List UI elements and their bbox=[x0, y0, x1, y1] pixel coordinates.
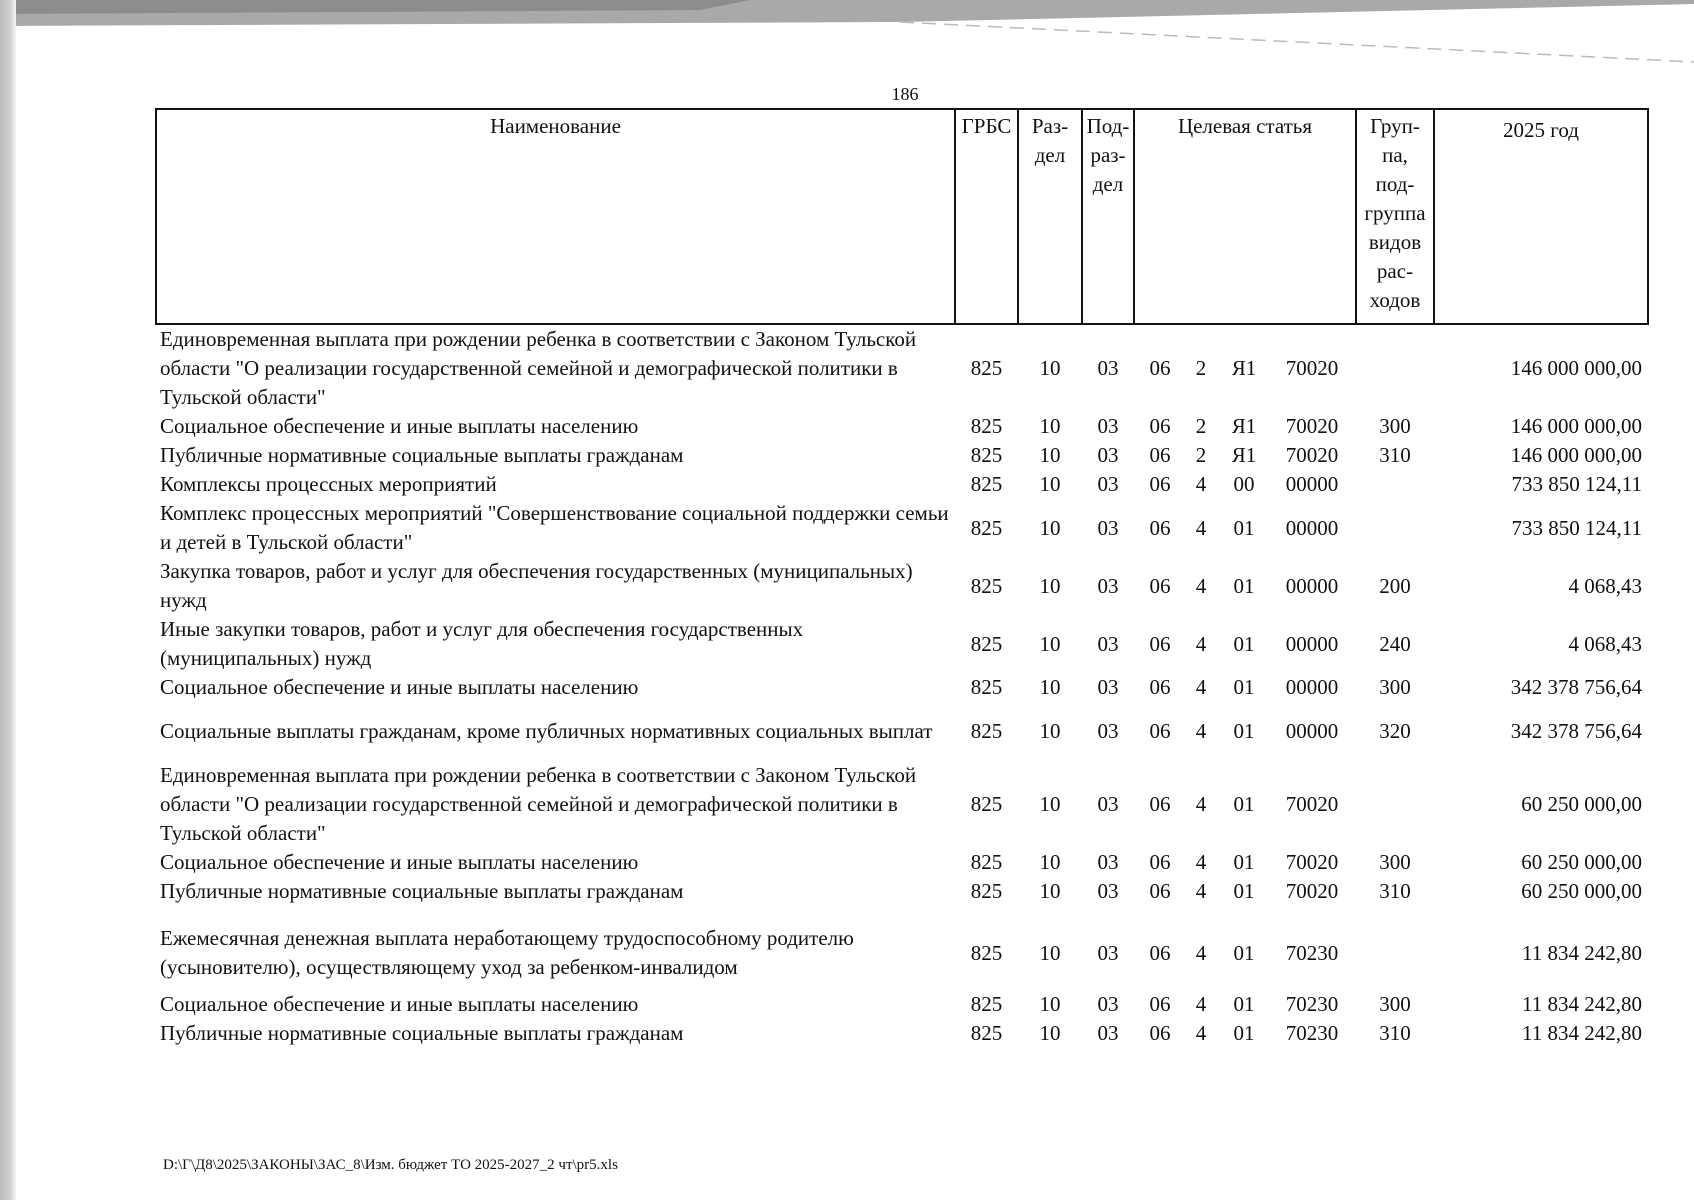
row-podrazdel: 03 bbox=[1097, 992, 1119, 1016]
row-target bbox=[1134, 324, 1356, 412]
row-target bbox=[1134, 906, 1356, 990]
row-name: Публичные нормативные социальные выплаты гражданам bbox=[160, 443, 684, 467]
row-name: Ежемесячная денежная выплата неработающему трудоспособному родителю (усыновителю), осуществляющему уход за ребенком-инвалидом bbox=[160, 926, 854, 979]
row-grbs: 825 bbox=[970, 631, 1003, 656]
row-target-direction: 00000 bbox=[1285, 631, 1339, 656]
row-grbs: 825 bbox=[970, 879, 1003, 903]
row-grbs: 825 bbox=[970, 940, 1003, 965]
row-target-program: 06 bbox=[1149, 1021, 1171, 1045]
row-group: 200 bbox=[1379, 573, 1411, 598]
table-header-row bbox=[156, 109, 1648, 324]
row-target-program: 06 bbox=[1149, 443, 1171, 467]
row-target-type: 4 bbox=[1195, 879, 1207, 903]
row-target-direction: 70020 bbox=[1285, 356, 1339, 380]
row-group: 310 bbox=[1379, 443, 1411, 467]
row-grbs: 825 bbox=[970, 992, 1003, 1016]
table-row bbox=[156, 499, 1648, 557]
row-target-program: 06 bbox=[1149, 675, 1171, 699]
row-podrazdel: 03 bbox=[1097, 631, 1119, 656]
row-razdel: 10 bbox=[1039, 414, 1061, 438]
row-target-program: 06 bbox=[1149, 573, 1171, 598]
row-name: Социальное обеспечение и иные выплаты населению bbox=[160, 414, 639, 438]
row-sum: 146 000 000,00 bbox=[1510, 356, 1642, 380]
table-row bbox=[156, 557, 1648, 615]
row-target bbox=[1134, 615, 1356, 673]
scan-left-edge bbox=[0, 0, 16, 1200]
row-sum: 4 068,43 bbox=[1568, 631, 1642, 656]
row-razdel: 10 bbox=[1039, 573, 1061, 598]
row-target-direction: 70020 bbox=[1285, 850, 1339, 874]
row-group: 300 bbox=[1379, 992, 1411, 1016]
row-target-program: 06 bbox=[1149, 631, 1171, 656]
row-podrazdel: 03 bbox=[1097, 879, 1119, 903]
row-name: Социальное обеспечение и иные выплаты населению bbox=[160, 675, 639, 699]
row-target-direction: 70020 bbox=[1285, 791, 1339, 816]
row-target bbox=[1134, 499, 1356, 557]
table-body bbox=[156, 324, 1648, 1048]
table-row bbox=[156, 760, 1648, 848]
row-target-direction: 70230 bbox=[1285, 1021, 1339, 1045]
row-target bbox=[1134, 702, 1356, 760]
row-group: 320 bbox=[1379, 718, 1411, 743]
row-target bbox=[1134, 441, 1356, 470]
row-target-direction: 00000 bbox=[1285, 718, 1339, 743]
row-razdel: 10 bbox=[1039, 1021, 1061, 1045]
row-target-element: 01 bbox=[1233, 573, 1255, 598]
row-sum: 11 834 242,80 bbox=[1522, 940, 1642, 965]
table-row bbox=[156, 615, 1648, 673]
row-sum: 342 378 756,64 bbox=[1510, 718, 1642, 743]
table-row bbox=[156, 1019, 1648, 1048]
row-name: Комплекс процессных мероприятий "Совершенствование социальной поддержки семьи и детей в Тульской области" bbox=[160, 501, 949, 554]
row-target-type: 2 bbox=[1195, 414, 1207, 438]
row-target-type: 4 bbox=[1195, 573, 1207, 598]
table-row bbox=[156, 470, 1648, 499]
row-sum: 60 250 000,00 bbox=[1521, 879, 1642, 903]
row-target-element: 01 bbox=[1233, 718, 1255, 743]
row-target-type: 4 bbox=[1195, 675, 1207, 699]
table-row bbox=[156, 412, 1648, 441]
row-podrazdel: 03 bbox=[1097, 356, 1119, 380]
row-target-type: 4 bbox=[1195, 515, 1207, 540]
table-row bbox=[156, 673, 1648, 702]
row-grbs: 825 bbox=[970, 472, 1003, 496]
header-target: Целевая статья bbox=[1134, 109, 1356, 324]
row-target-program: 06 bbox=[1149, 414, 1171, 438]
header-razdel: Раз- дел bbox=[1018, 109, 1082, 324]
row-target-program: 06 bbox=[1149, 515, 1171, 540]
row-target-element: Я1 bbox=[1231, 356, 1257, 380]
page-number: 186 bbox=[891, 84, 919, 104]
row-target-element: 01 bbox=[1233, 1021, 1255, 1045]
row-group: 300 bbox=[1379, 850, 1411, 874]
row-sum: 733 850 124,11 bbox=[1511, 515, 1642, 540]
row-target-direction: 70020 bbox=[1285, 414, 1339, 438]
row-razdel: 10 bbox=[1039, 940, 1061, 965]
row-razdel: 10 bbox=[1039, 443, 1061, 467]
row-razdel: 10 bbox=[1039, 631, 1061, 656]
row-razdel: 10 bbox=[1039, 472, 1061, 496]
row-target-type: 4 bbox=[1195, 1021, 1207, 1045]
row-name: Комплексы процессных мероприятий bbox=[160, 472, 497, 496]
row-target-program: 06 bbox=[1149, 356, 1171, 380]
row-grbs: 825 bbox=[970, 850, 1003, 874]
row-podrazdel: 03 bbox=[1097, 1021, 1119, 1045]
row-target bbox=[1134, 557, 1356, 615]
header-grbs: ГРБС bbox=[955, 109, 1018, 324]
row-target-type: 4 bbox=[1195, 472, 1207, 496]
row-name: Единовременная выплата при рождении ребенка в соответствии с Законом Тульской области "О реализации государственной семейной и демографической политики в Тульской области" bbox=[160, 762, 917, 845]
row-target-direction: 70020 bbox=[1285, 879, 1339, 903]
row-name: Закупка товаров, работ и услуг для обеспечения государственных (муниципальных) нужд bbox=[160, 559, 913, 612]
row-target-element: 00 bbox=[1233, 472, 1255, 496]
table-row bbox=[156, 848, 1648, 877]
row-group bbox=[1356, 324, 1434, 412]
row-target-direction: 00000 bbox=[1285, 675, 1339, 699]
row-razdel: 10 bbox=[1039, 791, 1061, 816]
table-row bbox=[156, 877, 1648, 906]
row-group: 310 bbox=[1379, 879, 1411, 903]
row-target bbox=[1134, 1019, 1356, 1048]
row-name: Публичные нормативные социальные выплаты гражданам bbox=[160, 879, 684, 903]
row-podrazdel: 03 bbox=[1097, 443, 1119, 467]
row-target-program: 06 bbox=[1149, 879, 1171, 903]
row-name: Социальное обеспечение и иные выплаты населению bbox=[160, 850, 639, 874]
header-group: Груп- па, под- группа видов рас- ходов bbox=[1356, 109, 1434, 324]
row-group: 240 bbox=[1379, 631, 1411, 656]
row-podrazdel: 03 bbox=[1097, 675, 1119, 699]
table-row bbox=[156, 906, 1648, 990]
row-target-type: 4 bbox=[1195, 631, 1207, 656]
row-target bbox=[1134, 760, 1356, 848]
scan-edge-shadow bbox=[0, 0, 1694, 70]
row-group bbox=[1356, 906, 1434, 990]
row-target-type: 2 bbox=[1195, 443, 1207, 467]
row-target-type: 4 bbox=[1195, 940, 1207, 965]
row-target-direction: 00000 bbox=[1285, 472, 1339, 496]
row-sum: 146 000 000,00 bbox=[1510, 414, 1642, 438]
row-grbs: 825 bbox=[970, 791, 1003, 816]
row-target bbox=[1134, 470, 1356, 499]
row-podrazdel: 03 bbox=[1097, 573, 1119, 598]
row-target bbox=[1134, 848, 1356, 877]
row-sum: 11 834 242,80 bbox=[1522, 1021, 1642, 1045]
header-year: 2025 год bbox=[1434, 109, 1648, 324]
row-target bbox=[1134, 412, 1356, 441]
header-name: Наименование bbox=[156, 109, 955, 324]
row-target-element: 01 bbox=[1233, 940, 1255, 965]
row-target-element: 01 bbox=[1233, 515, 1255, 540]
row-target-type: 2 bbox=[1195, 356, 1207, 380]
row-target-element: 01 bbox=[1233, 675, 1255, 699]
row-target-program: 06 bbox=[1149, 718, 1171, 743]
row-sum: 146 000 000,00 bbox=[1510, 443, 1642, 467]
row-target-element: 01 bbox=[1233, 631, 1255, 656]
row-name: Социальное обеспечение и иные выплаты населению bbox=[160, 992, 639, 1016]
row-target bbox=[1134, 990, 1356, 1019]
row-target-type: 4 bbox=[1195, 992, 1207, 1016]
row-sum: 60 250 000,00 bbox=[1521, 850, 1642, 874]
row-podrazdel: 03 bbox=[1097, 940, 1119, 965]
row-name: Единовременная выплата при рождении ребенка в соответствии с Законом Тульской области "О реализации государственной семейной и демографической политики в Тульской области" bbox=[160, 327, 917, 409]
row-grbs: 825 bbox=[970, 573, 1003, 598]
row-target-program: 06 bbox=[1149, 791, 1171, 816]
row-grbs: 825 bbox=[970, 1021, 1003, 1045]
row-razdel: 10 bbox=[1039, 515, 1061, 540]
row-podrazdel: 03 bbox=[1097, 414, 1119, 438]
row-podrazdel: 03 bbox=[1097, 791, 1119, 816]
row-group bbox=[1356, 760, 1434, 848]
footer-file-path: D:\Г\Д8\2025\ЗАКОНЫ\ЗАС_8\Изм. бюджет ТО 2025-2027_2 чт\pr5.xls bbox=[163, 1157, 618, 1173]
row-name: Социальные выплаты гражданам, кроме публичных нормативных социальных выплат bbox=[160, 718, 933, 743]
row-sum: 342 378 756,64 bbox=[1510, 675, 1642, 699]
table-row bbox=[156, 702, 1648, 760]
row-name: Иные закупки товаров, работ и услуг для обеспечения государственных (муниципальных) нужд bbox=[160, 617, 804, 670]
row-target-program: 06 bbox=[1149, 850, 1171, 874]
row-podrazdel: 03 bbox=[1097, 515, 1119, 540]
row-podrazdel: 03 bbox=[1097, 850, 1119, 874]
table-row bbox=[156, 441, 1648, 470]
row-sum: 11 834 242,80 bbox=[1522, 992, 1642, 1016]
row-podrazdel: 03 bbox=[1097, 472, 1119, 496]
row-target-type: 4 bbox=[1195, 718, 1207, 743]
row-target-program: 06 bbox=[1149, 940, 1171, 965]
row-sum: 733 850 124,11 bbox=[1511, 472, 1642, 496]
row-name: Публичные нормативные социальные выплаты гражданам bbox=[160, 1021, 684, 1045]
row-podrazdel: 03 bbox=[1097, 718, 1119, 743]
row-target-direction: 70230 bbox=[1285, 940, 1339, 965]
row-grbs: 825 bbox=[970, 718, 1003, 743]
row-target-element: 01 bbox=[1233, 879, 1255, 903]
row-grbs: 825 bbox=[970, 515, 1003, 540]
row-razdel: 10 bbox=[1039, 879, 1061, 903]
row-sum: 4 068,43 bbox=[1568, 573, 1642, 598]
row-target-element: 01 bbox=[1233, 992, 1255, 1016]
row-razdel: 10 bbox=[1039, 718, 1061, 743]
row-grbs: 825 bbox=[970, 443, 1003, 467]
row-razdel: 10 bbox=[1039, 850, 1061, 874]
row-group bbox=[1356, 499, 1434, 557]
row-razdel: 10 bbox=[1039, 356, 1061, 380]
row-target-direction: 70230 bbox=[1285, 992, 1339, 1016]
row-target-element: Я1 bbox=[1231, 443, 1257, 467]
row-grbs: 825 bbox=[970, 356, 1003, 380]
row-target-element: Я1 bbox=[1231, 414, 1257, 438]
row-grbs: 825 bbox=[970, 675, 1003, 699]
row-grbs: 825 bbox=[970, 414, 1003, 438]
row-group: 300 bbox=[1379, 675, 1411, 699]
budget-table bbox=[155, 108, 1649, 1048]
row-group bbox=[1356, 470, 1434, 499]
row-target bbox=[1134, 673, 1356, 702]
row-target-direction: 70020 bbox=[1285, 443, 1339, 467]
row-target-direction: 00000 bbox=[1285, 573, 1339, 598]
header-podrazdel: Под- раз- дел bbox=[1082, 109, 1134, 324]
row-razdel: 10 bbox=[1039, 675, 1061, 699]
row-target-direction: 00000 bbox=[1285, 515, 1339, 540]
row-target-type: 4 bbox=[1195, 850, 1207, 874]
row-group: 310 bbox=[1379, 1021, 1411, 1045]
row-target bbox=[1134, 877, 1356, 906]
row-target-element: 01 bbox=[1233, 791, 1255, 816]
table-row bbox=[156, 324, 1648, 412]
row-target-program: 06 bbox=[1149, 472, 1171, 496]
row-target-element: 01 bbox=[1233, 850, 1255, 874]
row-group: 300 bbox=[1379, 414, 1411, 438]
table-row bbox=[156, 990, 1648, 1019]
row-razdel: 10 bbox=[1039, 992, 1061, 1016]
row-sum: 60 250 000,00 bbox=[1521, 791, 1642, 816]
row-target-type: 4 bbox=[1195, 791, 1207, 816]
row-target-program: 06 bbox=[1149, 992, 1171, 1016]
